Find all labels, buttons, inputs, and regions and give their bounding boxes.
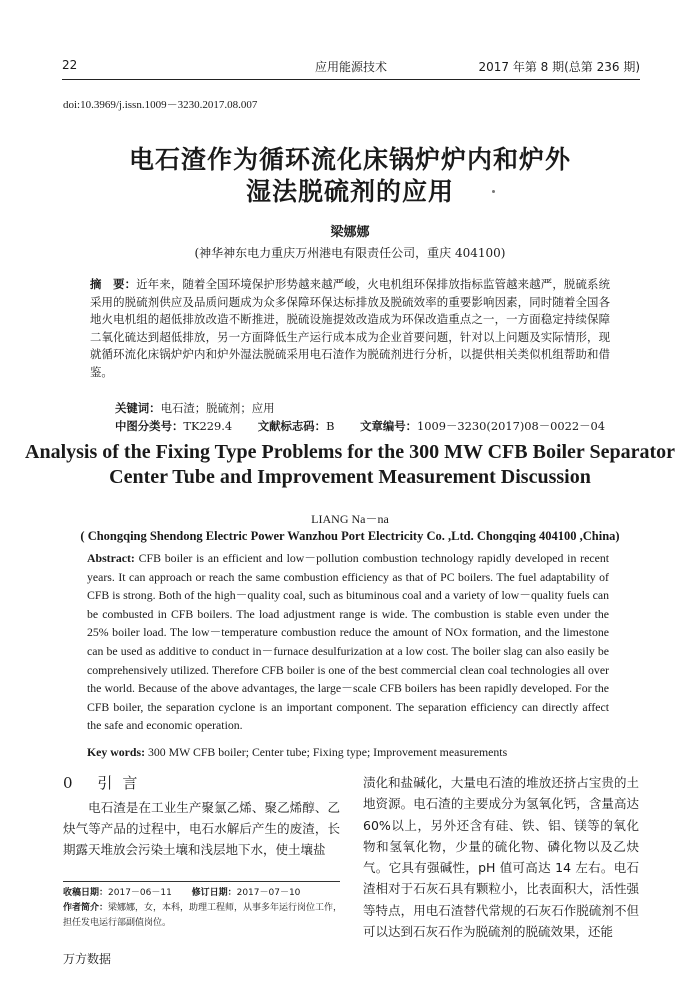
keywords-cn-text: 电石渣；脱硫剂；应用 [160,401,275,415]
affiliation-cn: (神华神东电力重庆万州港电有限责任公司，重庆 404100) [194,246,506,260]
title-cn-line2: 湿法脱硫剂的应用 [245,177,454,206]
author-en: LIANG Na－na [311,512,389,526]
clc-value: TK229.4 [183,419,233,433]
keywords-en [87,745,617,760]
section-number: 0 [63,774,83,792]
received-label: 收稿日期： [63,888,109,898]
body-left-text: 电石渣是在工业生产聚氯乙烯、聚乙烯醇、乙炔气等产品的过程中，电石水解后产生的废渣，长期露天堆放会污染土壤和浅层地下水，使土壤盐 [63,800,340,857]
abstract-en [87,549,609,735]
keywords-cn [115,400,275,416]
journal-name: 应用能源技术 [314,60,387,74]
page-number: 22 [62,58,78,72]
section-title: 引言 [97,774,148,792]
keywords-en-label: Key words: [87,745,145,759]
abstract-en-text: CFB boiler is an efficient and low－pollution combustion technology rapidly developed in recent years. It can approach or reach the same combustion efficiency as that of PC boilers. The fuel adaptability of CFB is strong. Both of the high－quality coal, such as bituminous coal and a variety of low－quality fuels can be combusted in CFB boilers. The load adjustment range is wide. The combustion is stable even under the 25% boiler load. The low－temperature combustion reduce the amount of NOx formation, and the limestone can be used as additive to conduct in－furnace desulfurization at a low cost. The boiler slag can also easily be comprehensively utilized. Therefore CFB boiler is one of the best commercial clean coal technologies all over the world. Because of the above advantages, the large－scale CFB boilers has been rapidly developed. For the CFB boiler, the separation cyclone is an important component. The separation efficiency can directly affect the safe and economic operation. [87,551,609,733]
affiliation-en: ( Chongqing Shendong Electric Power Wanzhou Port Electricity Co. ,Ltd. Chongqing 404100 ,China) [80,529,620,543]
keywords-cn-label: 关键词： [115,401,161,415]
abstract-cn [90,276,610,381]
clc-label: 中图分类号： [115,419,184,433]
received-date: 2017－06－11 [108,888,172,898]
author-cn: 梁娜娜 [330,225,370,240]
page-header [62,56,640,78]
doc-code-value: B [326,419,335,433]
article-number-value: 1009－3230(2017)08－0022－04 [417,419,606,433]
bio-label: 作者简介： [63,903,109,913]
abstract-en-label: Abstract: [87,551,135,565]
issue-info: 2017 年第 8 期(总第 236 期) [478,60,640,74]
classification-line [115,418,627,434]
title-en-line1: Analysis of the Fixing Type Problems for the 300 MW CFB Boiler Separator [25,441,675,463]
bio-text: 梁娜娜，女，本科，助理工程师，从事多年运行岗位工作，担任发电运行部副值岗位。 [63,903,343,928]
doi: doi:10.3969/j.issn.1009－3230.2017.08.007 [63,99,258,111]
footnote-dates [63,886,343,901]
body-right-column: 渍化和盐碱化，大量电石渣的堆放还挤占宝贵的土地资源。电石渣的主要成分为氢氧化钙，含量高达60%以上，另外还含有硅、铁、铝、镁等的氧化物和氢氧化物，少量的硫化物、磷化物以及乙炔气。它具有强碱性，pH 值可高达 14 左右。电石渣相对于石灰石具有颗粒小，比表面积大，活性强等特点，用电石渣替代常规的石灰石作脱硫剂不但可以达到石灰石作为脱硫剂的脱硫效果，还能 [363,775,639,940]
section-heading [63,772,147,793]
speck-mark [492,190,495,193]
body-left-column [63,797,340,860]
footer-watermark: 万方数据 [63,952,112,966]
abstract-cn-label: 摘 要： [90,277,137,291]
abstract-cn-text: 近年来，随着全国环境保护形势越来越严峻，火电机组环保排放指标监管越来越严，脱硫系统采用的脱硫剂供应及品质问题成为众多保障环保达标排放及脱硫效率的重要影响因素，同时随着全国各地火电机组的超低排放改造不断推进，脱硫设施提效改造成为环保改造重点之一，一方面稳定持续保障二氧化硫达到超低排放，另一方面降低生产运行成本成为企业首要问题，针对以上问题及实际情形，现就循环流化床锅炉炉内和炉外湿法脱硫采用电石渣作为脱硫剂进行分析，以提供相关类似机组帮助和借鉴。 [90,277,610,379]
doc-code-label: 文献标志码： [257,419,327,433]
footnote-bio [63,901,343,931]
footnote-rule [63,881,340,882]
title-cn-line1: 电石渣作为循环流化床锅炉炉内和炉外 [128,145,571,174]
title-en-line2: Center Tube and Improvement Measurement Discussion [109,466,591,488]
revised-label: 修订日期： [191,888,237,898]
article-number-label: 文章编号： [360,419,418,433]
header-rule [62,79,640,80]
revised-date: 2017－07－10 [236,888,301,898]
keywords-en-text: 300 MW CFB boiler; Center tube; Fixing type; Improvement measurements [145,745,508,759]
